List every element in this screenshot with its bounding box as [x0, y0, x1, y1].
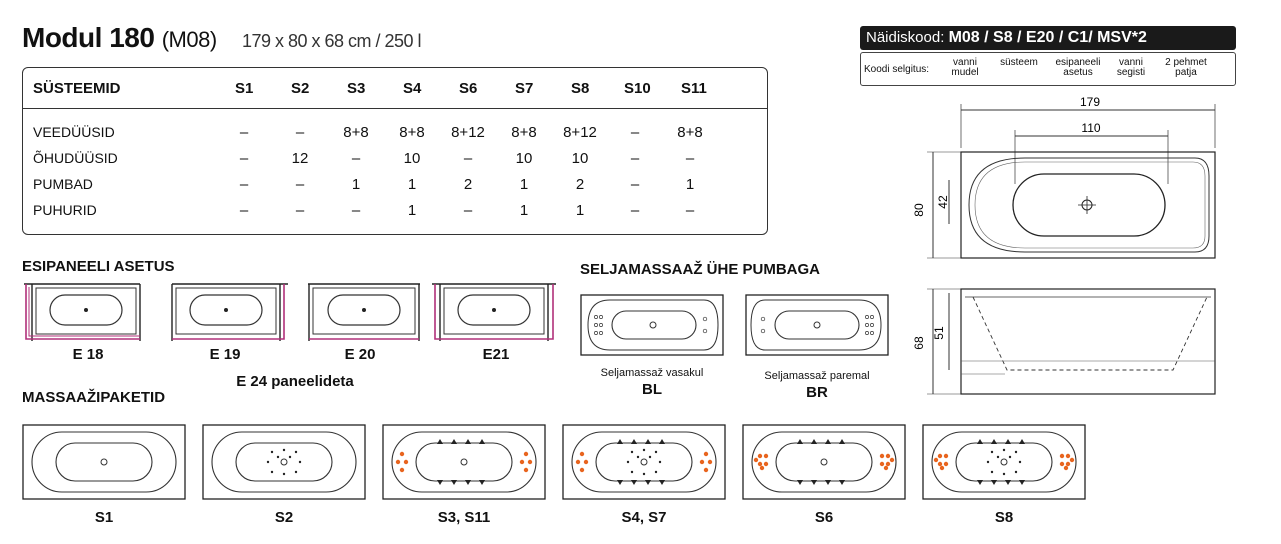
code-part: vanni segisti [1116, 57, 1146, 78]
panel-label: E 19 [209, 346, 241, 363]
back-massage-label: Seljamassaž vasakul [600, 367, 704, 379]
massage-package-label: S8 [994, 509, 1014, 526]
massage-package-label: S2 [274, 509, 294, 526]
table-cell: – [295, 202, 305, 219]
panel-label: E 20 [344, 346, 376, 363]
table-cell: – [463, 150, 473, 167]
table-cell: – [685, 150, 695, 167]
side-view-drawing [912, 285, 1225, 400]
table-row-label: PUMBAD [33, 176, 93, 192]
table-cell: 1 [407, 202, 417, 219]
table-cell: 8+12 [563, 124, 597, 141]
panel-section-title: ESIPANEELI ASETUS [22, 258, 175, 275]
dim-drain: 42 [936, 195, 950, 209]
massage-package-drawing [922, 424, 1086, 500]
massage-package-drawing [562, 424, 726, 500]
table-cell: 8+8 [677, 124, 703, 141]
code-part: vanni mudel [951, 57, 979, 78]
table-row-label: VEEDÜÜSID [33, 124, 115, 140]
table-cell: – [295, 176, 305, 193]
table-cell: 1 [407, 176, 417, 193]
table-cell: – [351, 202, 361, 219]
back-massage-bl [580, 294, 724, 356]
dim-depth: 51 [932, 326, 946, 340]
dim-inner: 110 [1081, 121, 1101, 135]
col-header: S1 [235, 80, 254, 97]
panel-label: E21 [482, 346, 510, 363]
massage-package-label: S3, S11 [437, 509, 491, 526]
table-cell: 1 [575, 202, 585, 219]
top-view-drawing [912, 95, 1225, 266]
table-cell: – [630, 124, 640, 141]
table-cell: – [630, 150, 640, 167]
back-massage-label: Seljamassaž paremal [764, 370, 870, 382]
table-cell: – [630, 176, 640, 193]
dim-height: 68 [912, 336, 926, 350]
example-code-value: M08 / S8 / E20 / C1/ MSV*2 [948, 29, 1147, 46]
table-cell: – [239, 150, 249, 167]
table-cell: 10 [403, 150, 421, 167]
panel-e18 [22, 283, 142, 343]
panel-e19 [170, 283, 290, 343]
table-cell: 1 [519, 176, 529, 193]
table-cell: 8+8 [399, 124, 425, 141]
systems-table-header [23, 68, 767, 109]
example-code-bar [860, 26, 1236, 50]
table-cell: – [685, 202, 695, 219]
table-cell: 12 [291, 150, 309, 167]
table-cell: – [295, 124, 305, 141]
dim-width: 80 [912, 203, 926, 217]
table-cell: – [463, 202, 473, 219]
table-cell: 10 [571, 150, 589, 167]
code-explain-label: Koodi selgitus: [864, 64, 930, 75]
code-part: esipaneeli asetus [1055, 57, 1101, 78]
table-cell: 2 [463, 176, 473, 193]
panel-note: E 24 paneelideta [236, 373, 354, 390]
massage-package-drawing [202, 424, 366, 500]
col-header: S7 [515, 80, 534, 97]
col-header: S6 [459, 80, 478, 97]
example-code-label: Näidiskood: [866, 29, 945, 46]
back-massage-br [745, 294, 889, 356]
col-header: S2 [291, 80, 310, 97]
page-title [22, 22, 421, 54]
massage-package-drawing [22, 424, 186, 500]
code-part: süsteem [1000, 57, 1038, 68]
table-cell: 8+8 [343, 124, 369, 141]
table-cell: 10 [515, 150, 533, 167]
table-cell: – [351, 150, 361, 167]
col-header: S8 [571, 80, 590, 97]
back-massage-code: BR [806, 384, 828, 401]
table-cell: – [239, 124, 249, 141]
col-header: S4 [403, 80, 422, 97]
col-header: S11 [681, 80, 707, 97]
table-cell: – [239, 202, 249, 219]
model-name: Modul 180 [22, 22, 155, 53]
table-cell: 1 [685, 176, 695, 193]
panel-label: E 18 [72, 346, 104, 363]
panel-e20 [308, 283, 420, 343]
systems-header-label: SÜSTEEMID [33, 80, 121, 97]
dim-length: 179 [1079, 95, 1101, 109]
model-dimensions: 179 x 80 x 68 cm / 250 l [241, 31, 422, 51]
systems-table [22, 67, 768, 235]
table-cell: 1 [351, 176, 361, 193]
massage-package-label: S6 [814, 509, 834, 526]
table-cell: – [239, 176, 249, 193]
massage-package-drawing [742, 424, 906, 500]
code-part: 2 pehmet patja [1165, 57, 1207, 78]
col-header: S10 [624, 80, 651, 97]
col-header: S3 [347, 80, 366, 97]
massage-packages-title: MASSAAŽIPAKETID [22, 389, 166, 406]
back-massage-title: SELJAMASSAAŽ ÜHE PUMBAGA [580, 261, 821, 278]
back-massage-code: BL [642, 381, 662, 398]
model-code: (M08) [161, 27, 217, 52]
table-cell: – [630, 202, 640, 219]
table-cell: 8+12 [451, 124, 485, 141]
code-explanation [860, 52, 1236, 86]
table-cell: 1 [519, 202, 529, 219]
table-row-label: PUHURID [33, 202, 97, 218]
massage-package-drawing [382, 424, 546, 500]
massage-package-label: S4, S7 [621, 509, 667, 526]
panel-e21 [432, 283, 556, 343]
table-row-label: ÕHUDÜÜSID [33, 150, 118, 166]
table-cell: 2 [575, 176, 585, 193]
table-cell: 8+8 [511, 124, 537, 141]
massage-package-label: S1 [94, 509, 114, 526]
